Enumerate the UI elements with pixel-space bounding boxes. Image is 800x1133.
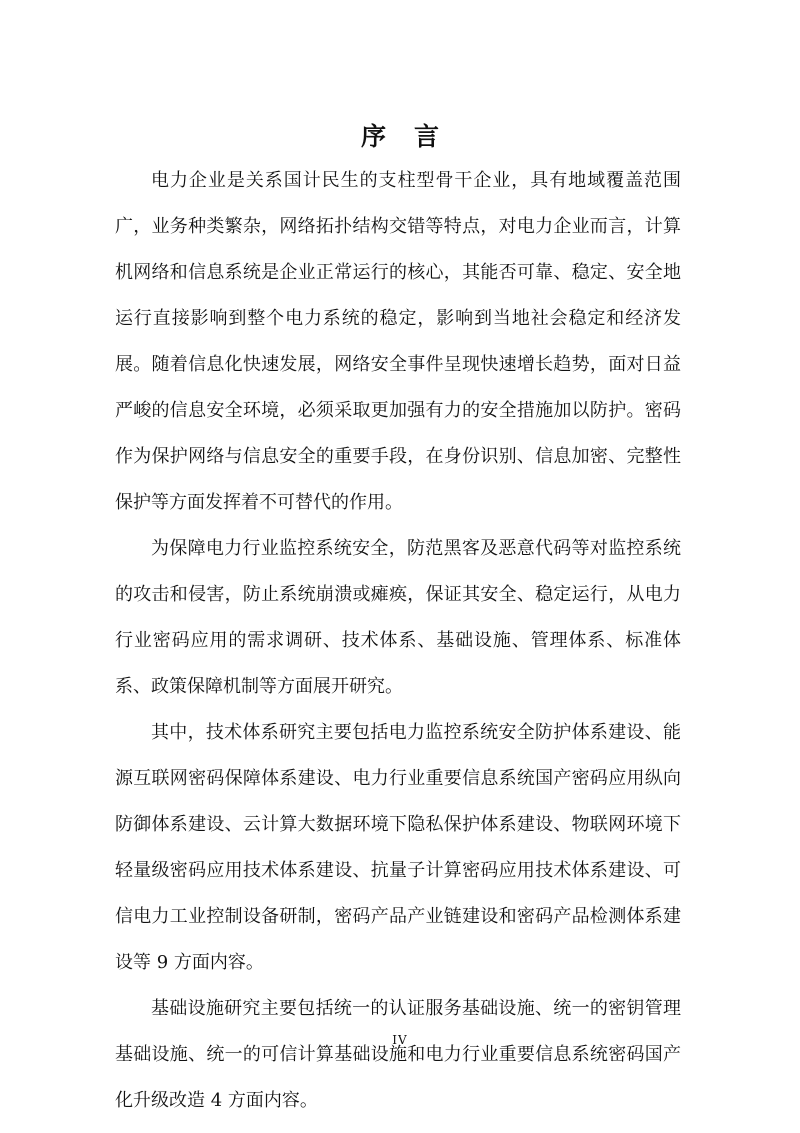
preface-body (115, 158, 681, 1124)
paragraph-1: 电力企业是关系国计民生的支柱型骨干企业，具有地域覆盖范围广，业务种类繁杂，网络拓扑结构交错等特点，对电力企业而言，计算机网络和信息系统是企业正常运行的核心，其能否可靠、稳定、安全地运行直接影响到整个电力系统的稳定，影响到当地社会稳定和经济发展。随着信息化快速发展，网络安全事件呈现快速增长趋势，面对日益严峻的信息安全环境，必须采取更加强有力的安全措施加以防护。密码作为保护网络与信息安全的重要手段，在身份识别、信息加密、完整性保护等方面发挥着不可替代的作用。 (115, 170, 681, 513)
page-title: 序言 (360, 121, 467, 151)
paragraph-2: 为保障电力行业监控系统安全，防范黑客及恶意代码等对监控系统的攻击和侵害，防止系统崩溃或瘫痪，保证其安全、稳定运行，从电力行业密码应用的需求调研、技术体系、基础设施、管理体系、标准体系、政策保障机制等方面展开研究。 (115, 538, 681, 697)
page-number: IV (392, 1033, 408, 1047)
paragraph-3: 其中，技术体系研究主要包括电力监控系统安全防护体系建设、能源互联网密码保障体系建设、电力行业重要信息系统国产密码应用纵向防御体系建设、云计算大数据环境下隐私保护体系建设、物联网环境下轻量级密码应用技术体系建设、抗量子计算密码应用技术体系建设、可信电力工业控制设备研制，密码产品产业链建设和密码产品检测体系建设等 9 方面内容。 (115, 722, 681, 973)
paragraph-4: 基础设施研究主要包括统一的认证服务基础设施、统一的密钥管理基础设施、统一的可信计算基础设施和电力行业重要信息系统密码国产化升级改造 4 方面内容。 (115, 998, 681, 1111)
